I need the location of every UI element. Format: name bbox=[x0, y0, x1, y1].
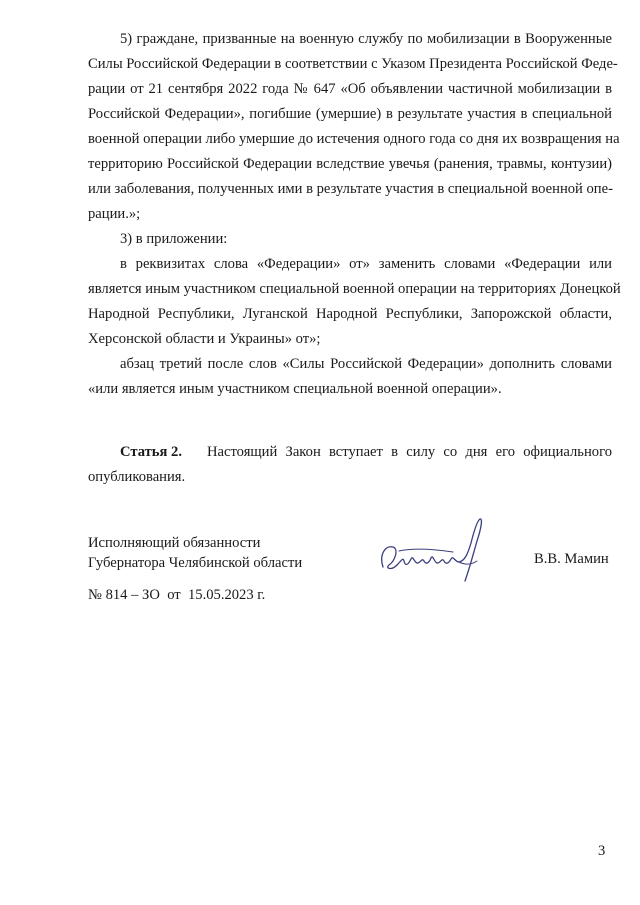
paragraph-5-line-7: или заболевания, полученных ими в результате участия в специальной военной опе- bbox=[88, 181, 613, 197]
abzac-line-2: «или является иным участником специальной военной операции». bbox=[88, 381, 502, 397]
paragraph-5-line-6: территорию Российской Федерации вследствие увечья (ранения, травмы, контузии) bbox=[88, 156, 612, 172]
rekvizity-line-1: в реквизитах слова «Федерации» от» заменить словами «Федерации или bbox=[120, 256, 612, 272]
article-2-text-line-2: опубликования. bbox=[88, 469, 186, 485]
rekvizity-line-4: Херсонской области и Украины» от»; bbox=[88, 331, 321, 347]
signatory-title bbox=[88, 533, 302, 573]
signatory-title-line-2: Губернатора Челябинской области bbox=[88, 555, 303, 571]
abzac-line-1: абзац третий после слов «Силы Российской Федерации» дополнить словами bbox=[120, 356, 612, 372]
item-3-heading: 3) в приложении: bbox=[120, 231, 228, 247]
paragraph-5-line-3: рации от 21 сентября 2022 года № 647 «Об объявлении частичной мобилизации в bbox=[88, 81, 612, 97]
paragraph-5-line-2: Силы Российской Федерации в соответствии с Указом Президента Российской Феде- bbox=[88, 56, 618, 72]
handwritten-signature-icon bbox=[373, 515, 498, 590]
rekvizity-line-2: является иным участником специальной военной операции на территориях Донецкой bbox=[88, 281, 621, 297]
article-2-text-line-1: Настоящий Закон вступает в силу со дня его официального bbox=[207, 444, 612, 460]
page-number: 3 bbox=[598, 843, 606, 859]
paragraph-5-line-8: рации.»; bbox=[88, 206, 141, 222]
article-2-label: Статья 2. bbox=[120, 444, 182, 460]
law-number-date: № 814 – ЗО от 15.05.2023 г. bbox=[88, 587, 266, 603]
paragraph-5-line-1: 5) граждане, призванные на военную службу по мобилизации в Вооруженные bbox=[120, 31, 612, 47]
paragraph-5-line-4: Российской Федерации», погибшие (умершие) в результате участия в специальной bbox=[88, 106, 612, 122]
rekvizity-line-3: Народной Республики, Луганской Народной Республики, Запорожской области, bbox=[88, 306, 612, 322]
signatory-name: В.В. Мамин bbox=[534, 551, 609, 567]
paragraph-5-line-5: военной операции либо умершие до истечения одного года со дня их возвращения на bbox=[88, 131, 620, 147]
signatory-title-line-1: Исполняющий обязанности bbox=[88, 535, 261, 551]
